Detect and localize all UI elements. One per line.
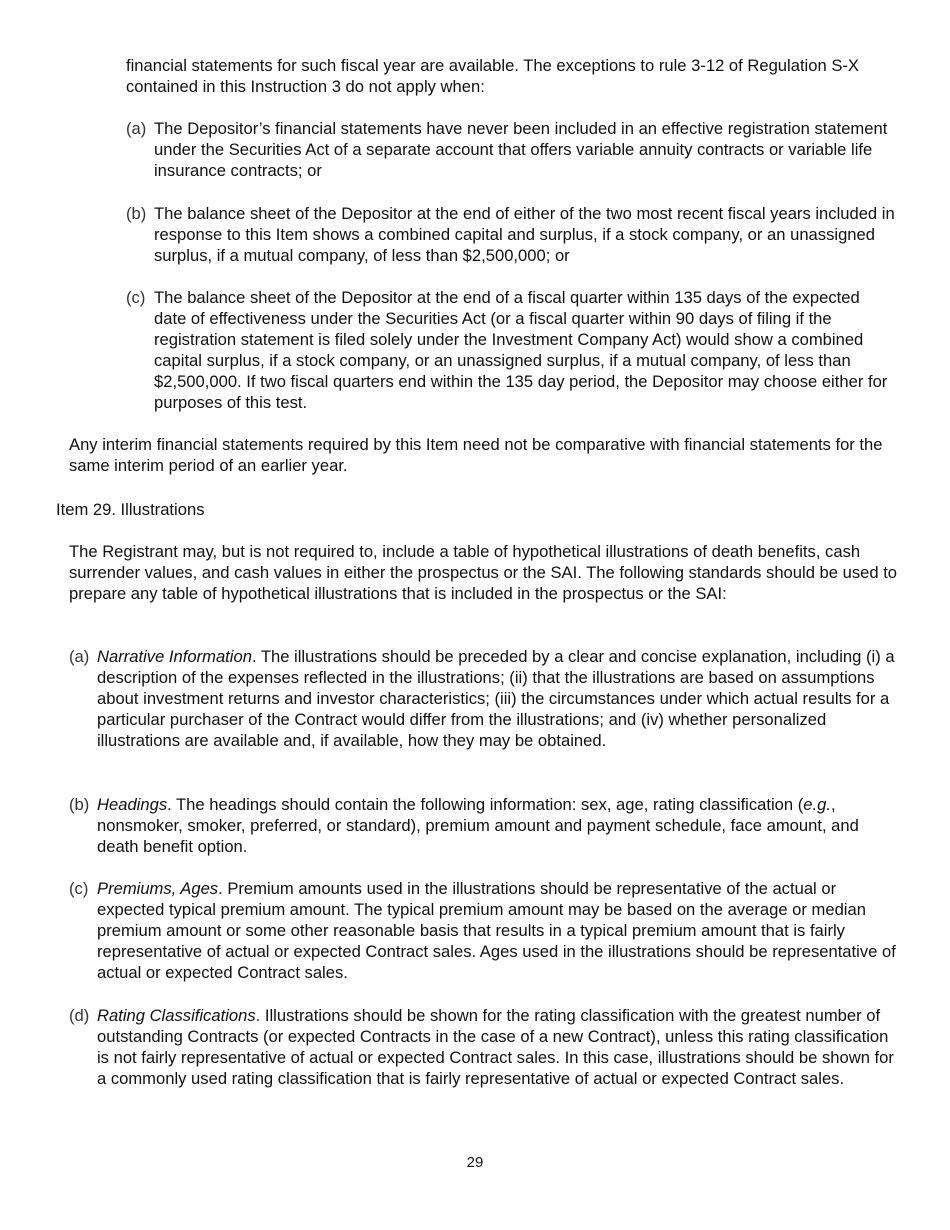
list-item-text <box>97 878 899 983</box>
list-item <box>69 878 899 983</box>
standard-text: . The headings should contain the following information: sex, age, rating classification ( <box>167 795 804 814</box>
list-item-text: The balance sheet of the Depositor at the end of a fiscal quarter within 135 days of the expected date of effectiveness under the Securities Act (or a fiscal quarter within 90 days of filing if the registration statement is filed solely under the Investment Company Act) would show a combined capital surplus, if a stock company, or an unassigned surplus, if a mutual company, of less than $2,500,000. If two fiscal quarters end within the 135 day period, the Depositor may choose either for purposes of this test. <box>154 288 888 412</box>
list-item-label: (a) <box>69 647 90 666</box>
list-item-label: (c) <box>126 288 146 307</box>
list-item <box>126 203 896 266</box>
list-item <box>69 1005 899 1089</box>
page-number: 29 <box>466 1154 484 1171</box>
item-heading: Item 29. Illustrations <box>56 500 205 519</box>
standard-title: Headings <box>97 795 168 814</box>
list-item <box>126 287 896 413</box>
list-item-label: (a) <box>126 119 147 138</box>
interim-paragraph: Any interim financial statements required by this Item need not be comparative with financial statements for the same interim period of an earlier year. <box>69 435 883 475</box>
intro-paragraph: financial statements for such fiscal year are available. The exceptions to rule 3-12 of Regulation S-X contained in this Instruction 3 do not apply when: <box>126 56 859 96</box>
registrant-paragraph: The Registrant may, but is not required to, include a table of hypothetical illustrations of death benefits, cash surrender values, and cash values in either the prospectus or the SAI. The following standards should be used to prepare any table of hypothetical illustrations that is included in the prospectus or the SAI: <box>69 542 898 603</box>
standard-title: Narrative Information <box>97 647 252 666</box>
standard-text: . The illustrations should be preceded by a clear and concise explanation, including (i) a description of the expenses reflected in the illustrations; (ii) that the illustrations are based on assumptions about investment returns and investor characteristics; (iii) the circumstances under which actual results for a particular purchaser of the Contract would differ from the illustrations; and (iv) whether personalized illustrations are available and, if available, how they may be obtained. <box>97 647 895 750</box>
list-item-label: (b) <box>126 204 147 223</box>
list-item <box>69 794 899 857</box>
standard-emphasis: e.g. <box>803 795 831 814</box>
list-item-text: The Depositor’s financial statements have never been included in an effective registration statement under the Securities Act of a separate account that offers variable annuity contracts or variable life insurance contracts; or <box>154 119 888 180</box>
list-item-text: The balance sheet of the Depositor at the end of either of the two most recent fiscal years included in response to this Item shows a combined capital and surplus, if a stock company, or an unassigned surplus, if a mutual company, of less than $2,500,000; or <box>154 204 895 265</box>
list-item-label: (b) <box>69 795 90 814</box>
list-item-text <box>97 1005 899 1089</box>
list-item <box>69 646 899 751</box>
standard-title: Premiums, Ages <box>97 879 219 898</box>
list-item-label: (d) <box>69 1006 90 1025</box>
list-item-label: (c) <box>69 879 89 898</box>
list-item <box>126 118 896 181</box>
standard-text: , nonsmoker, smoker, preferred, or standard), premium amount and payment schedule, face amount, and death benefit option. <box>97 795 859 856</box>
standard-text: . Premium amounts used in the illustrations should be representative of the actual or expected typical premium amount. The typical premium amount may be based on the average or median premium amount or some other reasonable basis that results in a typical premium amount that is fairly representative of actual or expected Contract sales. Ages used in the illustrations should be representative of actual or expected Contract sales. <box>97 879 896 982</box>
standard-text: . Illustrations should be shown for the rating classification with the greatest number of outstanding Contracts (or expected Contracts in the case of a new Contract), unless this rating classification is not fairly representative of actual or expected Contract sales. In this case, illustrations should be shown for a commonly used rating classification that is fairly representative of actual or expected Contract sales. <box>97 1006 894 1088</box>
list-item-text <box>97 646 899 751</box>
list-item-text <box>97 794 899 857</box>
standard-title: Rating Classifications <box>97 1006 256 1025</box>
